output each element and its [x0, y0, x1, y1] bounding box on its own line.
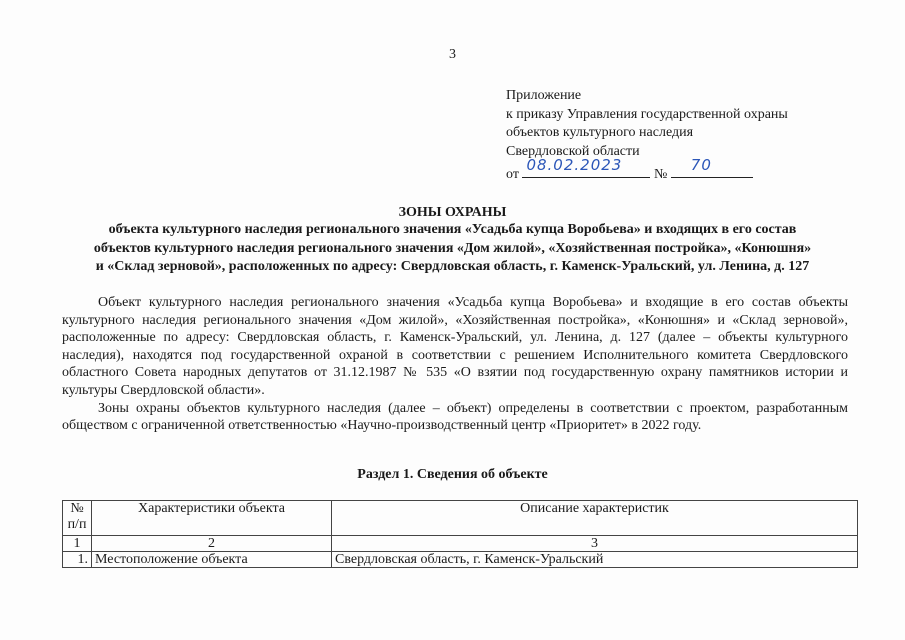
from-label: от	[506, 167, 519, 182]
header-cell-number: № п/п	[63, 501, 92, 536]
table-row	[63, 552, 858, 568]
subtitle-line: объекта культурного наследия регионального значения «Усадьба купца Воробьева» и входящих в его состав	[108, 222, 797, 237]
header-cell-characteristics: Характеристики объекта	[92, 501, 332, 536]
appendix-block	[506, 87, 788, 180]
table-cell: Свердловская область, г. Каменск-Уральский	[332, 552, 858, 568]
page-number: 3	[449, 47, 456, 62]
header-cell-description: Описание характеристик	[332, 501, 858, 536]
numbering-cell: 2	[92, 536, 332, 552]
subtitle-line: объектов культурного наследия регионального значения «Дом жилой», «Хозяйственная постройка», «Конюшня»	[93, 240, 812, 256]
handwritten-number: 70	[690, 156, 712, 174]
document-title: ЗОНЫ ОХРАНЫ	[398, 205, 507, 220]
number-field	[671, 156, 753, 178]
numbering-cell: 3	[332, 536, 858, 552]
table-header-row	[63, 501, 858, 536]
section-title: Раздел 1. Сведения об объекте	[357, 467, 548, 482]
appendix-line: Приложение	[506, 88, 582, 103]
document-subtitle	[55, 221, 850, 277]
object-info-table	[62, 500, 858, 568]
date-field	[522, 156, 650, 178]
table-cell: Местоположение объекта	[92, 552, 332, 568]
subtitle-line: и «Склад зерновой», расположенных по адресу: Свердловская область, г. Каменск-Уральский, ул. Ленина, д. 127	[95, 259, 810, 274]
appendix-line: объектов культурного наследия	[506, 125, 694, 140]
paragraph: Объект культурного наследия регионального значения «Усадьба купца Воробьева» и входящие в его состав объекты культурного наследия регионального значения «Дом жилой», «Хозяйственная постройка», «Конюшня» и «Склад зерновой», расположенные по адресу: Свердловская область, г. Каменск-Уральский, ул. Ленина, д. 127 (далее – объекты культурного наследия), находятся под государственной охраной в соответствии с решением Исполнительного комитета Свердловского областного Совета народных депутатов от 31.12.1987 № 535 «О взятии под государственную охрану памятников истории и культуры Свердловской области».	[62, 295, 848, 398]
table-numbering-row	[63, 536, 858, 552]
numbering-cell: 1	[63, 536, 92, 552]
appendix-line: Свердловской области	[506, 143, 640, 159]
appendix-line: к приказу Управления государственной охраны	[506, 106, 788, 122]
table-cell: 1.	[63, 552, 92, 568]
body-text	[62, 294, 848, 435]
paragraph: Зоны охраны объектов культурного наследия (далее – объект) определены в соответствии с проектом, разработанным обществом с ограниченной ответственностью «Научно-производственный центр «Приоритет» в 2022 году.	[62, 400, 848, 434]
handwritten-date: 08.02.2023	[526, 156, 623, 174]
appendix-order-line	[506, 156, 788, 182]
number-label: №	[653, 167, 668, 182]
